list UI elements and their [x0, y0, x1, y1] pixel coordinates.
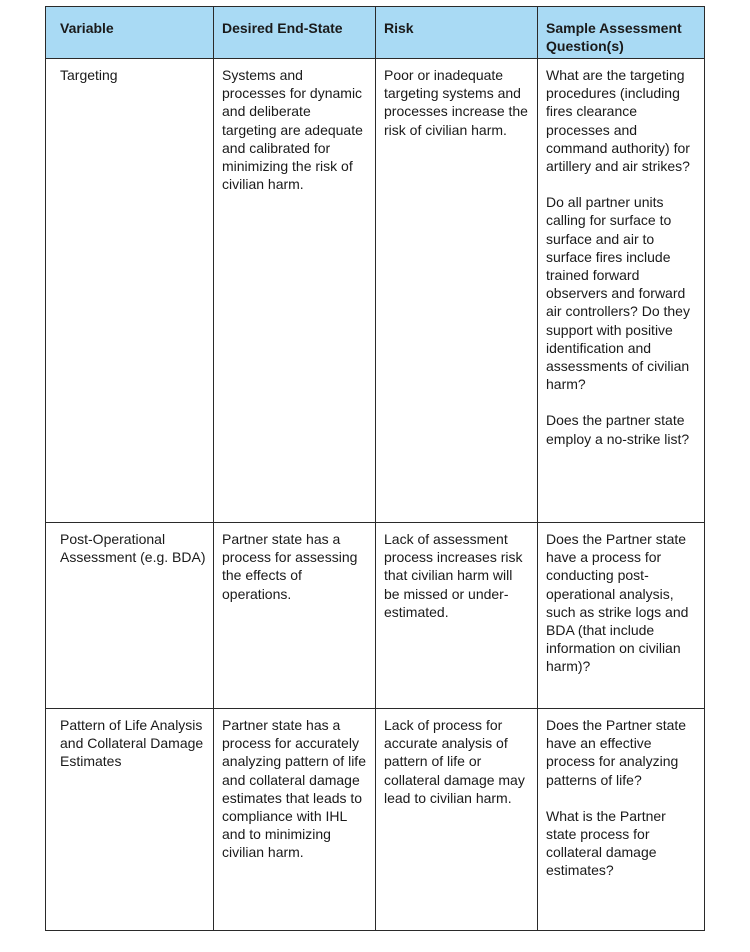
table-row — [46, 523, 705, 709]
questions-cell — [538, 709, 705, 931]
risk-cell — [376, 709, 538, 931]
assessment-question: What is the Partner state process for collateral damage estimates? — [546, 807, 666, 879]
assessment-table — [45, 6, 705, 931]
end-state-cell — [214, 523, 376, 709]
risk-text: Poor or inadequate targeting systems and processes increase the risk of civilian harm. — [384, 67, 528, 138]
variable-cell — [46, 59, 214, 523]
risk-text: Lack of process for accurate analysis of pattern of life or collateral damage may lead to civilian harm. — [384, 717, 525, 806]
end-state-cell — [214, 709, 376, 931]
risk-text: Lack of assessment process increases risk that civilian harm will be missed or under-estimated. — [384, 531, 523, 620]
variable-text: Targeting — [60, 67, 118, 83]
variable-text: Post-Operational Assessment (e.g. BDA) — [60, 531, 206, 566]
variable-text: Pattern of Life Analysis and Collateral Damage Estimates — [60, 717, 204, 770]
risk-cell — [376, 59, 538, 523]
header-sample-assessment-questions: Sample Assessment Question(s) — [538, 7, 705, 59]
header-desired-end-state: Desired End-State — [214, 7, 376, 59]
table-row — [46, 59, 705, 523]
header-risk: Risk — [376, 7, 538, 59]
end-state-text: Partner state has a process for assessing the effects of operations. — [222, 531, 358, 602]
end-state-text: Partner state has a process for accurately analyzing pattern of life and collateral damage estimates that leads to compliance with IHL and to minimizing civilian harm. — [222, 717, 366, 861]
table-header-row — [46, 7, 705, 59]
variable-cell — [46, 523, 214, 709]
end-state-text: Systems and processes for dynamic and deliberate targeting are adequate and calibrated for minimizing the risk of civilian harm. — [222, 67, 363, 193]
risk-cell — [376, 523, 538, 709]
questions-cell — [538, 523, 705, 709]
header-variable: Variable — [46, 7, 214, 59]
assessment-question: What are the targeting procedures (including fires clearance processes and command authority) for artillery and air strikes? — [546, 67, 690, 175]
assessment-question: Do all partner units calling for surface to surface and air to surface fires include trained forward observers and forward air controllers? Do they support with positive identification and assessments of civilian harm? — [546, 194, 690, 393]
table-row — [46, 709, 705, 931]
assessment-question: Does the Partner state have an effective process for analyzing patterns of life? — [546, 717, 687, 788]
assessment-question: Does the Partner state have a process for conducting post-operational analysis, such as strike logs and BDA (that include information on civilian harm)? — [546, 531, 689, 675]
assessment-question: Does the partner state employ a no-strike list? — [546, 412, 690, 447]
variable-cell — [46, 709, 214, 931]
questions-cell — [538, 59, 705, 523]
end-state-cell — [214, 59, 376, 523]
